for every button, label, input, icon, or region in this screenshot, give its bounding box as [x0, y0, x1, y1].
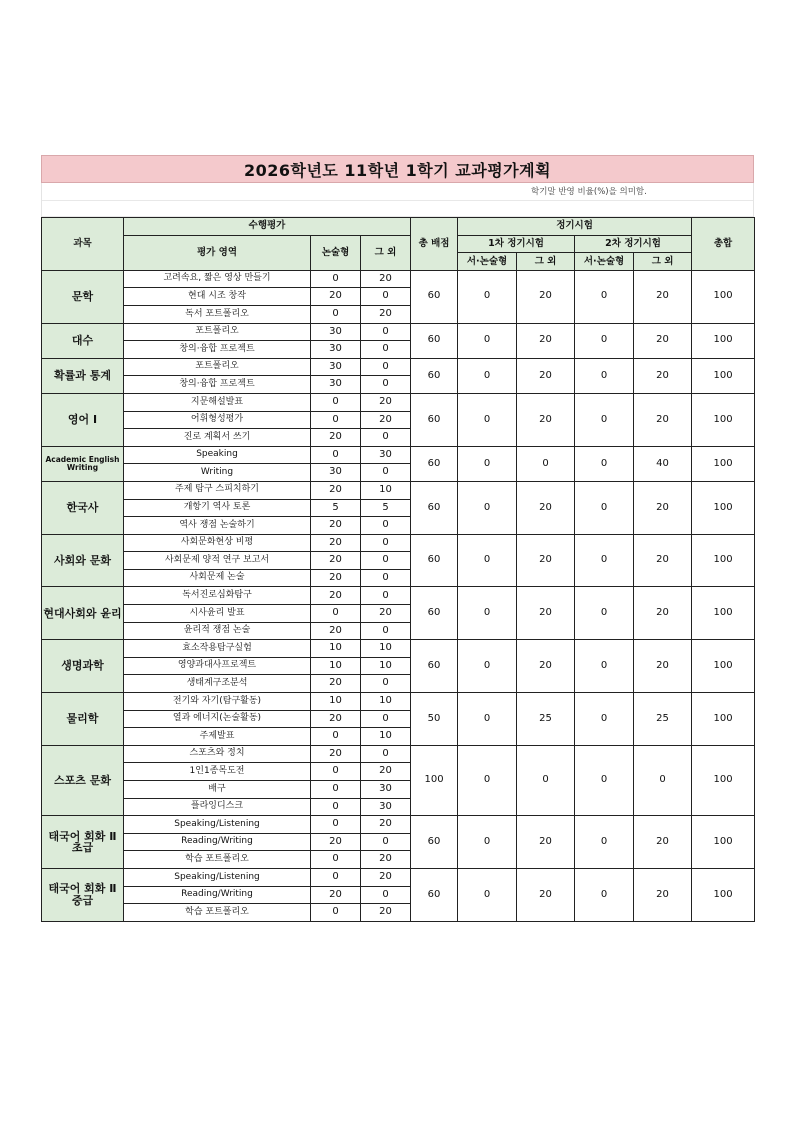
evaluation-area: 어휘형성평가 [124, 411, 311, 429]
evaluation-area: 현대 시조 창작 [124, 288, 311, 306]
other-score: 0 [361, 429, 411, 447]
essay-score: 0 [311, 393, 361, 411]
exam1-essay: 0 [458, 358, 517, 393]
header-total-weight: 총 배점 [411, 218, 458, 271]
essay-score: 0 [311, 798, 361, 816]
exam1-essay: 0 [458, 481, 517, 534]
other-score: 10 [361, 657, 411, 675]
essay-score: 0 [311, 305, 361, 323]
table-row [42, 393, 755, 411]
other-score: 20 [361, 605, 411, 623]
evaluation-area: 주제 탐구 스피치하기 [124, 481, 311, 499]
essay-score: 20 [311, 517, 361, 535]
table-row [42, 587, 755, 605]
other-score: 20 [361, 763, 411, 781]
evaluation-area: 창의·융합 프로젝트 [124, 376, 311, 394]
exam1-essay: 0 [458, 323, 517, 358]
essay-score: 0 [311, 270, 361, 288]
table-row [42, 745, 755, 763]
header-exam1-essay: 서·논술형 [458, 253, 517, 271]
exam2-essay: 0 [575, 481, 634, 534]
evaluation-area: Speaking/Listening [124, 816, 311, 834]
header-exam1: 1차 정기시험 [458, 235, 575, 253]
subject-name: 대수 [42, 323, 124, 358]
essay-score: 20 [311, 622, 361, 640]
evaluation-area: 포트폴리오 [124, 358, 311, 376]
other-score: 0 [361, 587, 411, 605]
ratio-note: 학기말 반영 비율(%)을 의미함. [531, 187, 647, 197]
table-body [42, 270, 755, 921]
subject-name: 영어 Ⅰ [42, 393, 124, 446]
other-score: 30 [361, 446, 411, 464]
table-row [42, 868, 755, 886]
sum-total: 100 [692, 358, 755, 393]
sum-total: 100 [692, 816, 755, 869]
exam2-other: 20 [634, 481, 692, 534]
essay-score: 0 [311, 411, 361, 429]
total-weight: 100 [411, 745, 458, 815]
sum-total: 100 [692, 323, 755, 358]
essay-score: 0 [311, 816, 361, 834]
evaluation-area: 독서 포트폴리오 [124, 305, 311, 323]
essay-score: 20 [311, 534, 361, 552]
sum-total: 100 [692, 393, 755, 446]
sum-total: 100 [692, 745, 755, 815]
evaluation-plan-table [41, 217, 755, 922]
table-row [42, 534, 755, 552]
other-score: 20 [361, 305, 411, 323]
header-performance: 수행평가 [124, 218, 411, 236]
other-score: 20 [361, 868, 411, 886]
other-score: 0 [361, 341, 411, 359]
total-weight: 50 [411, 693, 458, 746]
essay-score: 0 [311, 728, 361, 746]
total-weight: 60 [411, 270, 458, 323]
other-score: 0 [361, 534, 411, 552]
evaluation-area: 창의·융합 프로젝트 [124, 341, 311, 359]
exam1-other: 20 [517, 868, 575, 921]
exam2-essay: 0 [575, 693, 634, 746]
essay-score: 20 [311, 569, 361, 587]
other-score: 10 [361, 640, 411, 658]
evaluation-area: 고려속요, 짧은 영상 만들기 [124, 270, 311, 288]
exam1-essay: 0 [458, 816, 517, 869]
evaluation-area: 열과 에너지(논술활동) [124, 710, 311, 728]
exam1-other: 20 [517, 270, 575, 323]
evaluation-area: 학습 포트폴리오 [124, 904, 311, 922]
essay-score: 0 [311, 781, 361, 799]
evaluation-area: 스포츠와 정치 [124, 745, 311, 763]
sum-total: 100 [692, 587, 755, 640]
exam2-other: 20 [634, 270, 692, 323]
evaluation-area: 지문해설발표 [124, 393, 311, 411]
essay-score: 0 [311, 605, 361, 623]
subject-name: 현대사회와 윤리 [42, 587, 124, 640]
table-row [42, 358, 755, 376]
exam1-essay: 0 [458, 868, 517, 921]
other-score: 0 [361, 288, 411, 306]
exam1-other: 20 [517, 481, 575, 534]
other-score: 0 [361, 675, 411, 693]
other-score: 0 [361, 464, 411, 482]
exam2-other: 20 [634, 323, 692, 358]
subject-name: 태국어 회화 Ⅱ 초급 [42, 816, 124, 869]
exam2-other: 0 [634, 745, 692, 815]
subject-name: 문학 [42, 270, 124, 323]
other-score: 0 [361, 833, 411, 851]
other-score: 0 [361, 376, 411, 394]
exam1-other: 20 [517, 816, 575, 869]
evaluation-area: Writing [124, 464, 311, 482]
essay-score: 20 [311, 710, 361, 728]
evaluation-area: 윤리적 쟁점 논술 [124, 622, 311, 640]
other-score: 0 [361, 323, 411, 341]
table-row [42, 481, 755, 499]
evaluation-area: 진로 계획서 쓰기 [124, 429, 311, 447]
other-score: 0 [361, 710, 411, 728]
exam1-essay: 0 [458, 640, 517, 693]
evaluation-area: Speaking/Listening [124, 868, 311, 886]
evaluation-area: 플라잉디스크 [124, 798, 311, 816]
subject-name: 물리학 [42, 693, 124, 746]
exam1-other: 20 [517, 393, 575, 446]
table-row [42, 693, 755, 711]
exam2-essay: 0 [575, 534, 634, 587]
essay-score: 30 [311, 358, 361, 376]
evaluation-area: 사회문제 양적 연구 보고서 [124, 552, 311, 570]
header-regular-exam: 정기시험 [458, 218, 692, 236]
other-score: 0 [361, 517, 411, 535]
exam1-other: 0 [517, 446, 575, 481]
essay-score: 20 [311, 675, 361, 693]
subject-name: 태국어 회화 Ⅱ 중급 [42, 868, 124, 921]
essay-score: 20 [311, 833, 361, 851]
sum-total: 100 [692, 534, 755, 587]
exam1-other: 20 [517, 640, 575, 693]
evaluation-area: 배구 [124, 781, 311, 799]
exam1-other: 20 [517, 323, 575, 358]
other-score: 0 [361, 745, 411, 763]
subject-name: 생명과학 [42, 640, 124, 693]
other-score: 20 [361, 393, 411, 411]
other-score: 30 [361, 781, 411, 799]
essay-score: 0 [311, 868, 361, 886]
exam1-essay: 0 [458, 393, 517, 446]
header-exam2-other: 그 외 [634, 253, 692, 271]
exam1-other: 20 [517, 587, 575, 640]
evaluation-area: 역사 쟁점 논술하기 [124, 517, 311, 535]
essay-score: 20 [311, 552, 361, 570]
exam1-essay: 0 [458, 446, 517, 481]
essay-score: 10 [311, 640, 361, 658]
exam1-essay: 0 [458, 745, 517, 815]
subject-name: Academic English Writing [42, 446, 124, 481]
spacer-grid [41, 183, 754, 217]
other-score: 0 [361, 358, 411, 376]
exam2-essay: 0 [575, 816, 634, 869]
sum-total: 100 [692, 868, 755, 921]
header-subject: 과목 [42, 218, 124, 271]
essay-score: 30 [311, 341, 361, 359]
exam2-other: 20 [634, 393, 692, 446]
exam2-other: 20 [634, 358, 692, 393]
total-weight: 60 [411, 358, 458, 393]
other-score: 30 [361, 798, 411, 816]
exam2-other: 20 [634, 816, 692, 869]
exam2-essay: 0 [575, 640, 634, 693]
sum-total: 100 [692, 640, 755, 693]
total-weight: 60 [411, 481, 458, 534]
essay-score: 20 [311, 288, 361, 306]
other-score: 0 [361, 552, 411, 570]
subject-name: 확률과 통계 [42, 358, 124, 393]
table-row [42, 640, 755, 658]
header-exam1-other: 그 외 [517, 253, 575, 271]
subject-name: 스포츠 문화 [42, 745, 124, 815]
evaluation-area: 시사윤리 발표 [124, 605, 311, 623]
sum-total: 100 [692, 481, 755, 534]
total-weight: 60 [411, 587, 458, 640]
essay-score: 10 [311, 657, 361, 675]
subject-name: 사회와 문화 [42, 534, 124, 587]
essay-score: 30 [311, 323, 361, 341]
total-weight: 60 [411, 323, 458, 358]
header-area: 평가 영역 [124, 235, 311, 270]
header-sum: 총합 [692, 218, 755, 271]
evaluation-area: 전기와 자기(탐구활동) [124, 693, 311, 711]
exam2-essay: 0 [575, 323, 634, 358]
evaluation-area: 1인1종목도전 [124, 763, 311, 781]
evaluation-area: 포트폴리오 [124, 323, 311, 341]
essay-score: 5 [311, 499, 361, 517]
other-score: 10 [361, 693, 411, 711]
exam2-essay: 0 [575, 868, 634, 921]
other-score: 20 [361, 904, 411, 922]
exam2-other: 20 [634, 868, 692, 921]
exam2-other: 25 [634, 693, 692, 746]
sum-total: 100 [692, 270, 755, 323]
other-score: 20 [361, 411, 411, 429]
evaluation-area: 학습 포트폴리오 [124, 851, 311, 869]
header-essay: 논술형 [311, 235, 361, 270]
evaluation-area: Reading/Writing [124, 833, 311, 851]
essay-score: 30 [311, 376, 361, 394]
subject-name: 한국사 [42, 481, 124, 534]
table-row [42, 816, 755, 834]
other-score: 10 [361, 481, 411, 499]
evaluation-area: 효소작용탐구실험 [124, 640, 311, 658]
evaluation-area: 사회문화현상 비평 [124, 534, 311, 552]
other-score: 0 [361, 886, 411, 904]
exam2-essay: 0 [575, 446, 634, 481]
exam1-essay: 0 [458, 587, 517, 640]
exam1-essay: 0 [458, 534, 517, 587]
exam2-other: 40 [634, 446, 692, 481]
total-weight: 60 [411, 816, 458, 869]
other-score: 0 [361, 622, 411, 640]
other-score: 10 [361, 728, 411, 746]
evaluation-area: Speaking [124, 446, 311, 464]
essay-score: 20 [311, 481, 361, 499]
page-title: 2026학년도 11학년 1학기 교과평가계획 [41, 155, 754, 183]
exam2-essay: 0 [575, 270, 634, 323]
essay-score: 0 [311, 446, 361, 464]
other-score: 20 [361, 851, 411, 869]
exam1-essay: 0 [458, 270, 517, 323]
exam1-other: 20 [517, 534, 575, 587]
total-weight: 60 [411, 868, 458, 921]
total-weight: 60 [411, 393, 458, 446]
total-weight: 60 [411, 534, 458, 587]
evaluation-area: 사회문제 논술 [124, 569, 311, 587]
evaluation-area: Reading/Writing [124, 886, 311, 904]
essay-score: 0 [311, 904, 361, 922]
essay-score: 20 [311, 745, 361, 763]
evaluation-area: 영양과대사프로젝트 [124, 657, 311, 675]
header-other: 그 외 [361, 235, 411, 270]
evaluation-area: 개항기 역사 토론 [124, 499, 311, 517]
exam2-other: 20 [634, 640, 692, 693]
exam2-essay: 0 [575, 587, 634, 640]
sum-total: 100 [692, 446, 755, 481]
sum-total: 100 [692, 693, 755, 746]
essay-score: 20 [311, 587, 361, 605]
exam2-essay: 0 [575, 358, 634, 393]
table-row [42, 270, 755, 288]
exam2-other: 20 [634, 534, 692, 587]
exam2-essay: 0 [575, 745, 634, 815]
other-score: 5 [361, 499, 411, 517]
header-exam2-essay: 서·논술형 [575, 253, 634, 271]
exam1-other: 20 [517, 358, 575, 393]
exam2-other: 20 [634, 587, 692, 640]
header-exam2: 2차 정기시험 [575, 235, 692, 253]
essay-score: 10 [311, 693, 361, 711]
essay-score: 20 [311, 886, 361, 904]
evaluation-area: 생태계구조분석 [124, 675, 311, 693]
table-row [42, 323, 755, 341]
essay-score: 0 [311, 851, 361, 869]
total-weight: 60 [411, 640, 458, 693]
evaluation-area: 독서진로심화탐구 [124, 587, 311, 605]
exam1-essay: 0 [458, 693, 517, 746]
exam2-essay: 0 [575, 393, 634, 446]
evaluation-area: 주제발표 [124, 728, 311, 746]
total-weight: 60 [411, 446, 458, 481]
other-score: 20 [361, 816, 411, 834]
exam1-other: 0 [517, 745, 575, 815]
table-row [42, 446, 755, 464]
essay-score: 20 [311, 429, 361, 447]
essay-score: 30 [311, 464, 361, 482]
other-score: 20 [361, 270, 411, 288]
exam1-other: 25 [517, 693, 575, 746]
essay-score: 0 [311, 763, 361, 781]
other-score: 0 [361, 569, 411, 587]
